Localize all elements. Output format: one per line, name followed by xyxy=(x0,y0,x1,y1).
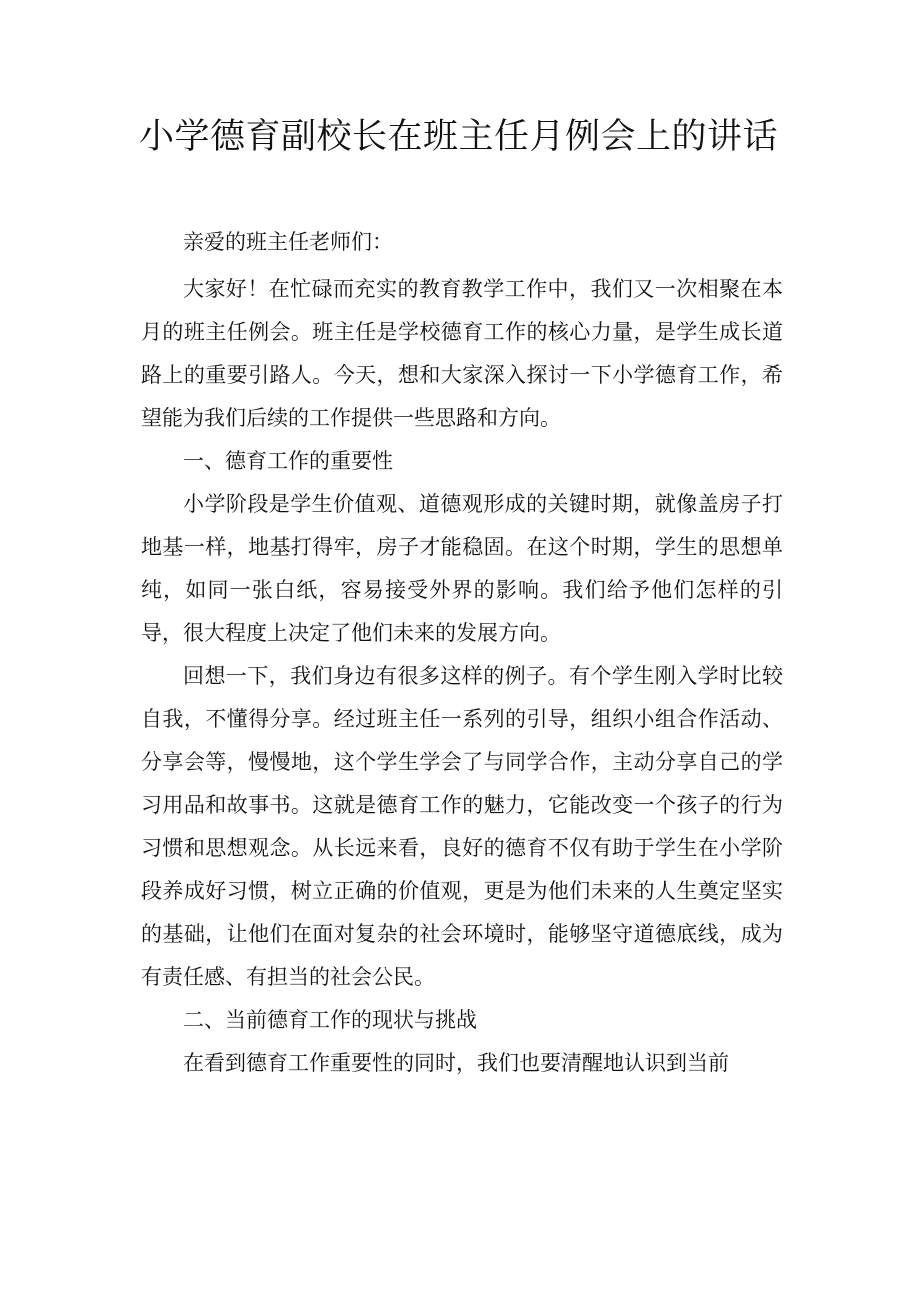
document-title: 小学德育副校长在班主任月例会上的讲话 xyxy=(139,117,779,157)
paragraph-challenges: 在看到德育工作重要性的同时，我们也要清醒地认识到当前 xyxy=(183,1051,729,1075)
section-heading-challenges: 二、当前德育工作的现状与挑战 xyxy=(183,1008,477,1032)
paragraph-greeting: 大家好！在忙碌而充实的教育教学工作中，我们又一次相聚在本月的班主任例会。班主任是学校德育工作的核心力量，是学生成长道路上的重要引路人。今天，想和大家深入探讨一下小学德育工作，希望能为我们后续的工作提供一些思路和方向。 xyxy=(141,277,783,430)
paragraph-importance: 小学阶段是学生价值观、道德观形成的关键时期，就像盖房子打地基一样，地基打得牢，房子才能稳固。在这个时期，学生的思想单纯，如同一张白纸，容易接受外界的影响。我们给予他们怎样的引导，很大程度上决定了他们未来的发展方向。 xyxy=(141,492,783,645)
salutation: 亲爱的班主任老师们： xyxy=(183,230,393,254)
paragraph-example: 回想一下，我们身边有很多这样的例子。有个学生刚入学时比较自我，不懂得分享。经过班主任一系列的引导，组织小组合作活动、分享会等，慢慢地，这个学生学会了与同学合作，主动分享自己的学习用品和故事书。这就是德育工作的魅力，它能改变一个孩子的行为习惯和思想观念。从长远来看，良好的德育不仅有助于学生在小学阶段养成好习惯，树立正确的价值观，更是为他们未来的人生奠定坚实的基础，让他们在面对复杂的社会环境时，能够坚守道德底线，成为有责任感、有担当的社会公民。 xyxy=(141,664,783,989)
document-body xyxy=(141,221,783,1085)
section-heading-importance: 一、德育工作的重要性 xyxy=(183,449,393,473)
